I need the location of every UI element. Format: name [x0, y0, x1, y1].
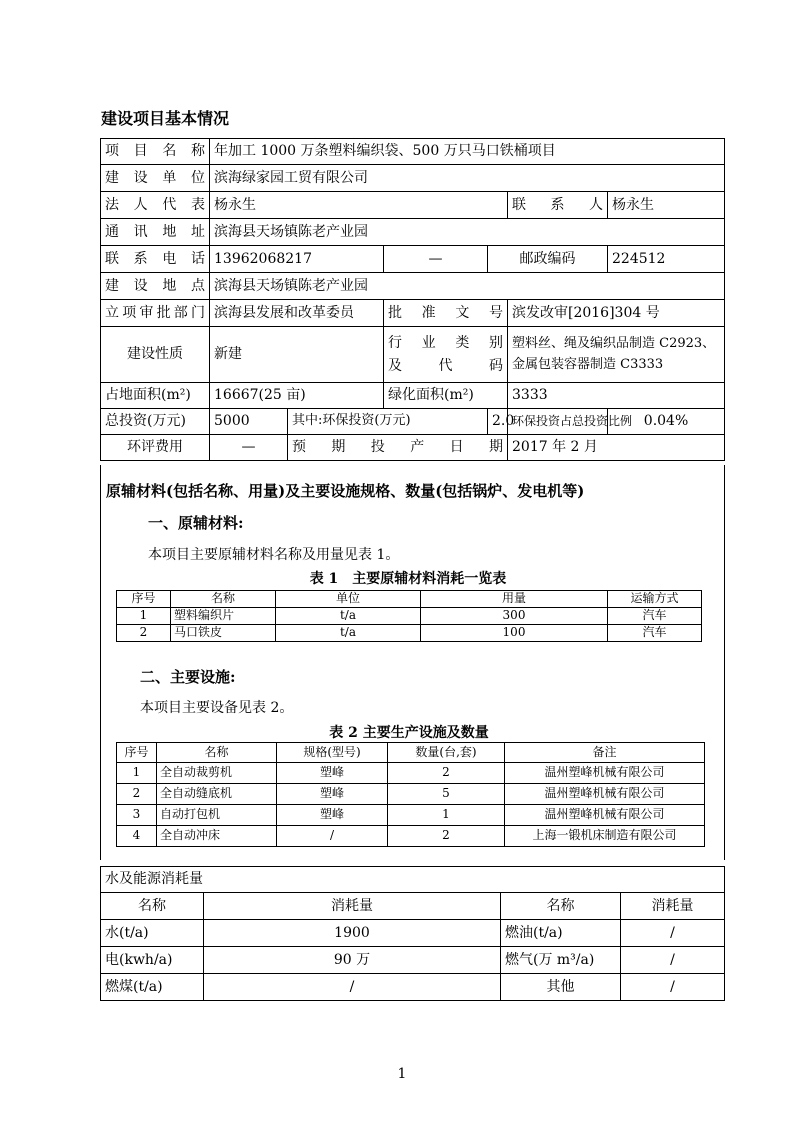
- equipment-subheading: 二、主要设施:: [140, 668, 236, 686]
- postcode-label: 邮政编码: [488, 246, 608, 273]
- approval-no-label: 批 准 文 号: [384, 300, 508, 327]
- phone-value: 13962068217: [210, 246, 384, 273]
- table2-caption: 表 2 主要生产设施及数量: [329, 725, 489, 741]
- table-row: [101, 974, 725, 1001]
- table2-cell: 5: [388, 784, 505, 805]
- table1-cell: 汽车: [608, 625, 702, 642]
- table-row: [117, 784, 705, 805]
- site-value: 滨海县天场镇陈老产业园: [210, 273, 725, 300]
- energy-cell: 水(t/a): [101, 920, 204, 947]
- table2-cell: 全自动缝底机: [157, 784, 277, 805]
- table2-cell: 上海一锻机床制造有限公司: [505, 826, 705, 847]
- table2-cell: 塑峰: [277, 805, 388, 826]
- table2-header-spec: 规格(型号): [277, 743, 388, 763]
- table1-cell: 汽车: [608, 608, 702, 625]
- ratio-label: 环保投资占总投资比例: [508, 409, 608, 435]
- energy-cell: 其他: [501, 974, 621, 1001]
- energy-header-name: 名称: [101, 893, 204, 920]
- basic-info-table: [100, 138, 725, 461]
- area-value: 16667(25 亩): [210, 383, 384, 409]
- contact-label: 联 系 人: [508, 192, 608, 219]
- address-value: 滨海县天场镇陈老产业园: [210, 219, 725, 246]
- table2-header-name: 名称: [157, 743, 277, 763]
- table2-cell: /: [277, 826, 388, 847]
- table2-header-qty: 数量(台,套): [388, 743, 505, 763]
- nature-value: 新建: [210, 327, 384, 383]
- energy-header-consumption: 消耗量: [204, 893, 501, 920]
- table1-cell: 300: [421, 608, 608, 625]
- table2-cell: 2: [117, 784, 157, 805]
- approval-dept-label: 立项审批部门: [101, 300, 210, 327]
- table2-cell: 温州塑峰机械有限公司: [505, 784, 705, 805]
- table1-header-index: 序号: [117, 591, 171, 608]
- table-row: [117, 805, 705, 826]
- project-name-label: 项 目 名 称: [101, 139, 210, 165]
- energy-cell: 燃油(t/a): [501, 920, 621, 947]
- document-title: 建设项目基本情况: [101, 109, 230, 128]
- energy-cell: 1900: [204, 920, 501, 947]
- table2-cell: 1: [117, 763, 157, 784]
- phone-label: 联 系 电 话: [101, 246, 210, 273]
- env-invest-label: 其中:环保投资(万元): [288, 409, 488, 435]
- table2-header-index: 序号: [117, 743, 157, 763]
- industry-value: [508, 327, 725, 383]
- table1-cell: 塑料编织片: [171, 608, 276, 625]
- table1-caption: 表 1 主要原辅材料消耗一览表: [309, 571, 507, 587]
- raw-materials-table: [116, 590, 702, 642]
- area-label: 占地面积(m²): [101, 383, 210, 409]
- table1-cell: 马口铁皮: [171, 625, 276, 642]
- table2-header-note: 备注: [505, 743, 705, 763]
- unit-value: 滨海绿家园工贸有限公司: [210, 165, 725, 192]
- eia-fee-value: —: [210, 435, 288, 461]
- energy-cell: /: [621, 974, 725, 1001]
- address-label: 通 讯 地 址: [101, 219, 210, 246]
- table2-cell: 温州塑峰机械有限公司: [505, 805, 705, 826]
- table-row: [117, 763, 705, 784]
- postcode-value: 224512: [608, 246, 725, 273]
- energy-cell: 燃煤(t/a): [101, 974, 204, 1001]
- page-number: 1: [397, 1066, 407, 1082]
- table2-cell: 全自动裁剪机: [157, 763, 277, 784]
- table-row: [101, 947, 725, 974]
- energy-cell: 90 万: [204, 947, 501, 974]
- table1-cell: 100: [421, 625, 608, 642]
- industry-value-line1: 塑料丝、绳及编织品制造 C2923、: [512, 335, 716, 351]
- table1-header-transport: 运输方式: [608, 591, 702, 608]
- energy-cell: 燃气(万 m³/a): [501, 947, 621, 974]
- energy-heading: 水及能源消耗量: [101, 867, 725, 893]
- table1-cell: 2: [117, 625, 171, 642]
- unit-label: 建 设 单 位: [101, 165, 210, 192]
- legal-value: 杨永生: [210, 192, 508, 219]
- industry-value-line2: 金属包装容器制造 C3333: [512, 356, 664, 372]
- table2-cell: 自动打包机: [157, 805, 277, 826]
- industry-label-line1: 行 业 类 别: [388, 335, 503, 352]
- env-invest-value: 2.0: [488, 409, 508, 435]
- table2-cell: 全自动冲床: [157, 826, 277, 847]
- raw-materials-paragraph: 本项目主要原辅材料名称及用量见表 1。: [148, 547, 400, 563]
- contact-value: 杨永生: [608, 192, 725, 219]
- eia-fee-label: 环评费用: [101, 435, 210, 461]
- industry-label: [384, 327, 508, 383]
- table2-cell: 塑峰: [277, 763, 388, 784]
- approval-no-value: 滨发改审[2016]304 号: [508, 300, 725, 327]
- table2-cell: 塑峰: [277, 784, 388, 805]
- table2-cell: 2: [388, 826, 505, 847]
- table1-cell: 1: [117, 608, 171, 625]
- industry-label-line2: 及 代 码: [388, 357, 503, 374]
- table2-cell: 3: [117, 805, 157, 826]
- nature-label: 建设性质: [101, 327, 210, 383]
- table-row: [117, 608, 702, 625]
- table2-cell: 2: [388, 763, 505, 784]
- table1-header-unit: 单位: [276, 591, 421, 608]
- project-name-value: 年加工 1000 万条塑料编织袋、500 万只马口铁桶项目: [210, 139, 725, 165]
- approval-dept-value: 滨海县发展和改革委员: [210, 300, 384, 327]
- raw-materials-subheading: 一、原辅材料:: [148, 514, 244, 532]
- table-row: [117, 826, 705, 847]
- table2-cell: 温州塑峰机械有限公司: [505, 763, 705, 784]
- invest-label: 总投资(万元): [101, 409, 210, 435]
- equipment-paragraph: 本项目主要设备见表 2。: [140, 700, 294, 716]
- table1-header-name: 名称: [171, 591, 276, 608]
- table1-cell: t/a: [276, 625, 421, 642]
- table2-cell: 4: [117, 826, 157, 847]
- equipment-table: [116, 742, 705, 847]
- energy-header-consumption-2: 消耗量: [621, 893, 725, 920]
- legal-label: 法 人 代 表: [101, 192, 210, 219]
- green-label: 绿化面积(m²): [384, 383, 508, 409]
- site-label: 建 设 地 点: [101, 273, 210, 300]
- table2-cell: 1: [388, 805, 505, 826]
- table-row: [117, 625, 702, 642]
- materials-heading: 原辅材料(包括名称、用量)及主要设施规格、数量(包括锅炉、发电机等): [106, 482, 585, 500]
- energy-cell: 电(kwh/a): [101, 947, 204, 974]
- energy-cell: /: [621, 947, 725, 974]
- table1-header-amount: 用量: [421, 591, 608, 608]
- invest-value: 5000: [210, 409, 288, 435]
- energy-header-name-2: 名称: [501, 893, 621, 920]
- prod-date-value: 2017 年 2 月: [508, 435, 725, 461]
- green-value: 3333: [508, 383, 725, 409]
- energy-table: [100, 866, 725, 1001]
- energy-cell: /: [621, 920, 725, 947]
- energy-cell: /: [204, 974, 501, 1001]
- table1-cell: t/a: [276, 608, 421, 625]
- table-row: [101, 920, 725, 947]
- prod-date-label: 预 期 投 产 日 期: [288, 435, 508, 461]
- fax-value: —: [384, 246, 488, 273]
- ratio-value: 0.04%: [608, 409, 725, 435]
